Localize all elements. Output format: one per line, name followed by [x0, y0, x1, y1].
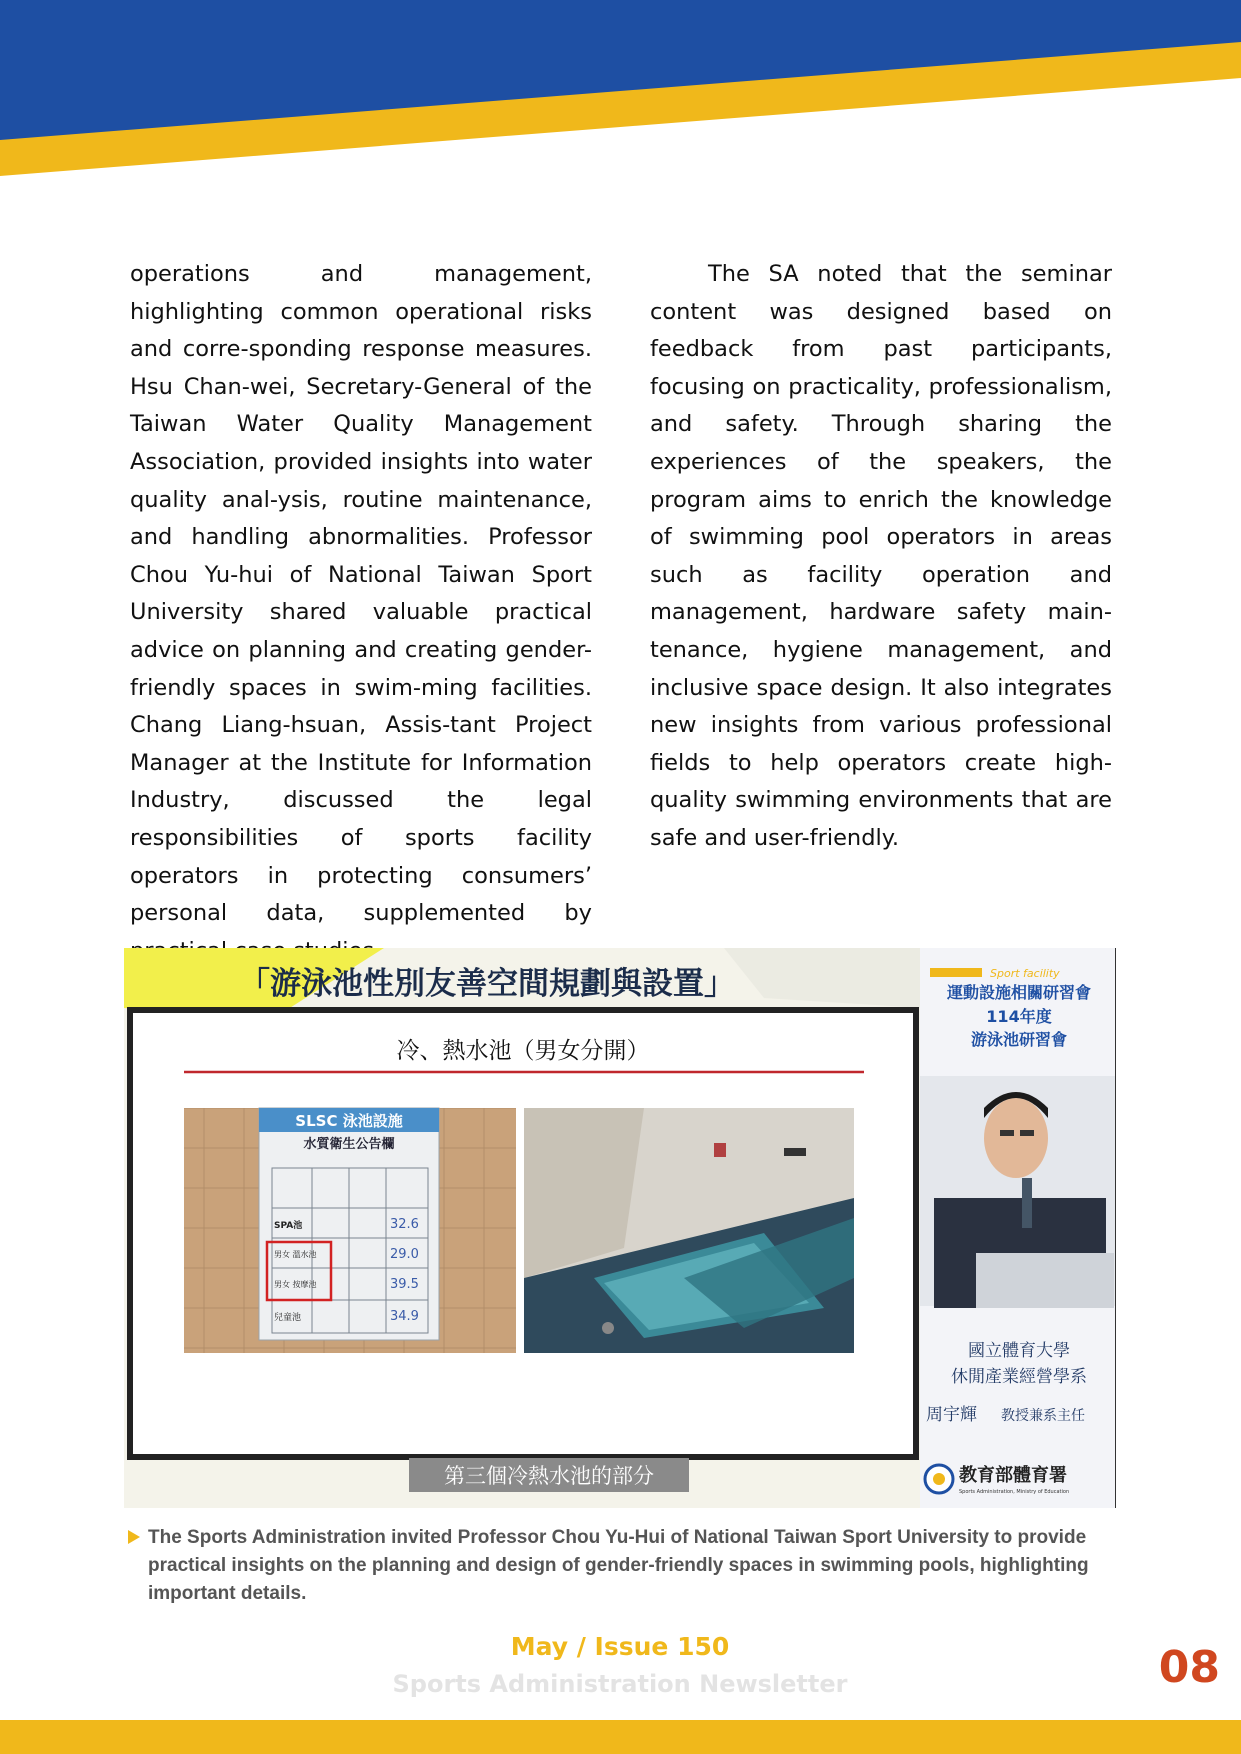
- footer-issue: May / Issue 150: [510, 1632, 730, 1661]
- page-number: 08: [1158, 1642, 1220, 1693]
- slide-heading: 冷、熱水池（男女分開）: [396, 1038, 650, 1064]
- speaker-role: 教授兼系主任: [1001, 1408, 1085, 1424]
- sign-value: 32.6: [390, 1217, 419, 1232]
- speaker-name: 周宇輝: [926, 1405, 977, 1425]
- caption-arrow-icon: [128, 1530, 140, 1544]
- slide-title: 「游泳池性別友善空間規劃與設置」: [239, 966, 735, 1002]
- sign-row-label: 男女 按摩池: [274, 1280, 317, 1289]
- sign-value: 39.5: [390, 1277, 419, 1292]
- sign-title: 水質衛生公告欄: [303, 1137, 395, 1152]
- speaker-org2: 休閒產業經營學系: [951, 1367, 1087, 1387]
- ministry-name: 教育部體育署: [959, 1465, 1067, 1486]
- speaker-org1: 國立體育大學: [968, 1341, 1070, 1361]
- event-line2: 114年度: [986, 1007, 1052, 1026]
- header-banner: [0, 0, 1241, 180]
- video-subtitle: 第三個冷熱水池的部分: [444, 1464, 654, 1488]
- event-tag: Sport facility: [990, 967, 1060, 980]
- event-line1: 運動設施相關研習會: [946, 983, 1092, 1002]
- sign-row-label: SPA池: [274, 1221, 303, 1231]
- sign-row-label: 兒童池: [274, 1313, 302, 1323]
- ministry-name-en: Sports Administration, Ministry of Education: [959, 1489, 1070, 1495]
- body-text-left-column: operations and management, highlighting common operational risks and corre-sponding response measures. Hsu Chan-wei, Secretary-General of the Taiwan Water Quality Management Association, provided insights into water quality anal-ysis, routine maintenance, and handling abnormalities. Professor Chou Yu-hui of National Taiwan Sport University shared valuable practical advice on planning and creating gender-friendly spaces in swim-ming facilities. Chang Liang-hsuan, Assis-tant Project Manager at the Institute for Information Industry, discussed the legal responsibilities of sports facility operators in protecting consumers’ personal data, supplemented by: [130, 261, 592, 927]
- footer-bar: [0, 1720, 1241, 1754]
- sign-row-label: 男女 溫水池: [274, 1250, 317, 1259]
- sign-value: 29.0: [390, 1247, 419, 1262]
- body-text-right-column: The SA noted that the seminar content was designed based on feedback from past participants, focusing on practicality, professionalism, and safety. Through sharing the experiences of the speakers, the program aims to enrich the knowledge of swimming pool operators in areas such as facility operation and management, hardware safety main-tenance, hygiene management, and inclusive space design. It also integrates new insights from various professional fields to help operators create high-quality swimming environments that are safe and user-friendly.: [650, 261, 1112, 851]
- caption-text: The Sports Administration invited Professor Chou Yu-Hui of National Taiwan Sport University to provide practical insights on the planning and design of gender-friendly spaces in swimming pools, highlighting important details.: [148, 1527, 1089, 1604]
- sign-header: SLSC 泳池設施: [295, 1112, 403, 1130]
- event-line3: 游泳池研習會: [970, 1030, 1068, 1049]
- footer-newsletter-name: Sports Administration Newsletter: [392, 1670, 848, 1698]
- seminar-photo-graphic: [124, 948, 1116, 1508]
- photo-caption: [128, 1524, 1118, 1608]
- seminar-photo: [124, 948, 1116, 1508]
- sign-value: 34.9: [390, 1309, 419, 1324]
